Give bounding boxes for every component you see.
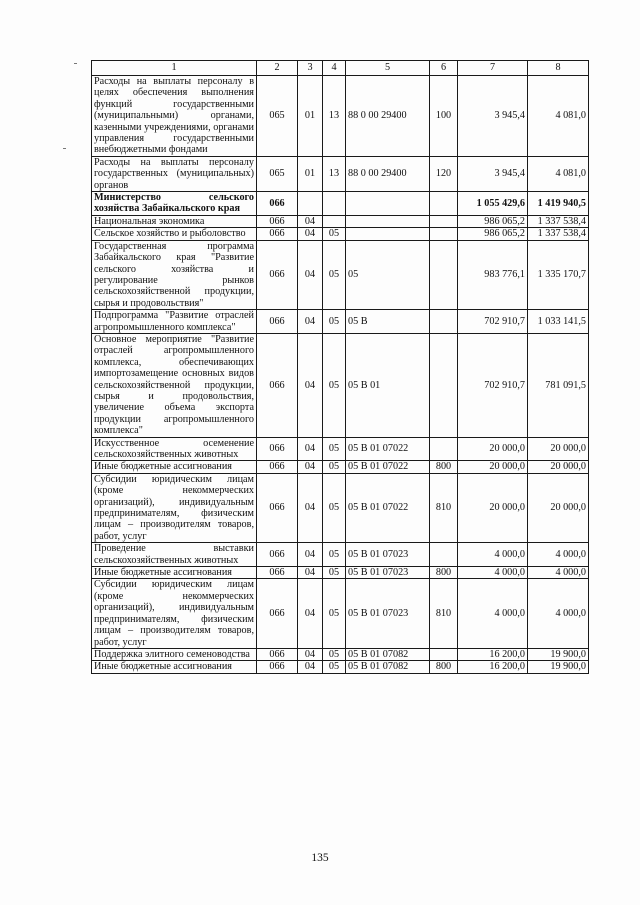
cell-expense-type — [430, 240, 458, 309]
cell-subsection: 13 — [323, 156, 346, 191]
budget-table — [91, 60, 589, 674]
cell-section: 01 — [298, 76, 323, 157]
cell-amount-year1: 986 065,2 — [458, 215, 528, 227]
column-header: 4 — [323, 61, 346, 76]
cell-section: 04 — [298, 661, 323, 673]
cell-gov-code: 066 — [257, 648, 298, 660]
cell-subsection: 05 — [323, 579, 346, 648]
scan-mark — [74, 63, 77, 64]
cell-expense-type: 100 — [430, 76, 458, 157]
cell-gov-code: 066 — [257, 661, 298, 673]
cell-amount-year2: 20 000,0 — [528, 437, 589, 461]
cell-target-code: 05 В 01 07082 — [346, 648, 430, 660]
cell-amount-year1: 20 000,0 — [458, 473, 528, 542]
cell-subsection: 05 — [323, 648, 346, 660]
table-row — [92, 648, 589, 660]
cell-subsection: 05 — [323, 661, 346, 673]
cell-target-code: 88 0 00 29400 — [346, 76, 430, 157]
cell-subsection: 05 — [323, 240, 346, 309]
cell-section: 04 — [298, 648, 323, 660]
cell-amount-year2: 19 900,0 — [528, 648, 589, 660]
cell-amount-year2: 1 337 538,4 — [528, 228, 589, 240]
cell-expense-type: 120 — [430, 156, 458, 191]
cell-target-code: 88 0 00 29400 — [346, 156, 430, 191]
cell-name: Подпрограмма "Развитие отраслей агропромышленного комплекса" — [92, 310, 257, 334]
cell-section: 04 — [298, 310, 323, 334]
cell-target-code: 05 В 01 — [346, 333, 430, 437]
column-header: 2 — [257, 61, 298, 76]
table-row — [92, 661, 589, 673]
cell-expense-type: 800 — [430, 661, 458, 673]
table-row — [92, 567, 589, 579]
cell-expense-type: 810 — [430, 473, 458, 542]
cell-section: 04 — [298, 215, 323, 227]
cell-target-code: 05 — [346, 240, 430, 309]
cell-section: 04 — [298, 333, 323, 437]
cell-subsection: 05 — [323, 333, 346, 437]
cell-amount-year2: 20 000,0 — [528, 461, 589, 473]
cell-section: 04 — [298, 228, 323, 240]
cell-amount-year2: 4 081,0 — [528, 156, 589, 191]
cell-amount-year1: 702 910,7 — [458, 310, 528, 334]
cell-amount-year1: 16 200,0 — [458, 648, 528, 660]
cell-amount-year1: 4 000,0 — [458, 579, 528, 648]
cell-subsection: 05 — [323, 437, 346, 461]
cell-expense-type: 800 — [430, 461, 458, 473]
cell-gov-code: 066 — [257, 240, 298, 309]
column-header: 8 — [528, 61, 589, 76]
cell-gov-code: 066 — [257, 567, 298, 579]
cell-amount-year1: 983 776,1 — [458, 240, 528, 309]
table-row — [92, 156, 589, 191]
table-row — [92, 437, 589, 461]
cell-gov-code: 066 — [257, 437, 298, 461]
table-row — [92, 473, 589, 542]
cell-expense-type: 800 — [430, 567, 458, 579]
cell-gov-code: 066 — [257, 461, 298, 473]
table-row — [92, 461, 589, 473]
cell-name: Субсидии юридическим лицам (кроме некоммерческих организаций), индивидуальным предпринимателям, физическим лицам – производителям товаров, работ, услуг — [92, 579, 257, 648]
cell-section: 04 — [298, 473, 323, 542]
cell-amount-year2: 4 000,0 — [528, 543, 589, 567]
cell-amount-year1: 3 945,4 — [458, 76, 528, 157]
cell-name: Расходы на выплаты персоналу в целях обеспечения выполнения функций государственными (муниципальными) органами, казенными учреждениями, органами управления государственными внебюджетными фондами — [92, 76, 257, 157]
cell-target-code: 05 В 01 07023 — [346, 543, 430, 567]
scan-mark — [63, 148, 66, 149]
cell-section: 04 — [298, 461, 323, 473]
cell-subsection: 13 — [323, 76, 346, 157]
cell-gov-code: 066 — [257, 228, 298, 240]
cell-expense-type — [430, 543, 458, 567]
cell-subsection: 05 — [323, 473, 346, 542]
cell-target-code: 05 В 01 07022 — [346, 437, 430, 461]
cell-amount-year1: 4 000,0 — [458, 567, 528, 579]
cell-expense-type — [430, 437, 458, 461]
table-row — [92, 310, 589, 334]
cell-expense-type — [430, 192, 458, 216]
cell-name: Министерство сельского хозяйства Забайкальского края — [92, 192, 257, 216]
cell-amount-year2: 781 091,5 — [528, 333, 589, 437]
cell-amount-year1: 3 945,4 — [458, 156, 528, 191]
cell-name: Расходы на выплаты персоналу государственных (муниципальных) органов — [92, 156, 257, 191]
table-row — [92, 333, 589, 437]
cell-name: Субсидии юридическим лицам (кроме некоммерческих организаций), индивидуальным предпринимателям, физическим лицам – производителям товаров, работ, услуг — [92, 473, 257, 542]
cell-expense-type — [430, 228, 458, 240]
cell-amount-year2: 1 419 940,5 — [528, 192, 589, 216]
cell-target-code: 05 В 01 07022 — [346, 461, 430, 473]
cell-expense-type — [430, 648, 458, 660]
table-body — [92, 76, 589, 674]
table-row — [92, 215, 589, 227]
cell-subsection: 05 — [323, 310, 346, 334]
cell-subsection: 05 — [323, 228, 346, 240]
cell-expense-type — [430, 215, 458, 227]
cell-amount-year1: 1 055 429,6 — [458, 192, 528, 216]
cell-amount-year1: 16 200,0 — [458, 661, 528, 673]
table-row — [92, 76, 589, 157]
cell-name: Иные бюджетные ассигнования — [92, 567, 257, 579]
cell-amount-year1: 20 000,0 — [458, 437, 528, 461]
cell-section: 04 — [298, 240, 323, 309]
cell-gov-code: 066 — [257, 192, 298, 216]
cell-subsection: 05 — [323, 543, 346, 567]
cell-target-code: 05 В 01 07023 — [346, 567, 430, 579]
cell-name: Сельское хозяйство и рыболовство — [92, 228, 257, 240]
cell-amount-year1: 4 000,0 — [458, 543, 528, 567]
cell-expense-type — [430, 333, 458, 437]
cell-gov-code: 066 — [257, 310, 298, 334]
cell-name: Иные бюджетные ассигнования — [92, 461, 257, 473]
cell-target-code — [346, 192, 430, 216]
cell-subsection: 05 — [323, 567, 346, 579]
cell-subsection — [323, 192, 346, 216]
cell-target-code: 05 В 01 07022 — [346, 473, 430, 542]
cell-section: 04 — [298, 579, 323, 648]
cell-amount-year1: 702 910,7 — [458, 333, 528, 437]
cell-name: Национальная экономика — [92, 215, 257, 227]
cell-amount-year2: 1 337 538,4 — [528, 215, 589, 227]
cell-amount-year2: 19 900,0 — [528, 661, 589, 673]
table-row — [92, 192, 589, 216]
cell-name: Искусственное осеменение сельскохозяйственных животных — [92, 437, 257, 461]
table-row — [92, 240, 589, 309]
cell-gov-code: 066 — [257, 473, 298, 542]
cell-gov-code: 066 — [257, 543, 298, 567]
cell-expense-type: 810 — [430, 579, 458, 648]
table-row — [92, 228, 589, 240]
cell-gov-code: 065 — [257, 156, 298, 191]
column-header: 6 — [430, 61, 458, 76]
table-row — [92, 579, 589, 648]
cell-target-code — [346, 215, 430, 227]
cell-amount-year2: 4 081,0 — [528, 76, 589, 157]
cell-section — [298, 192, 323, 216]
cell-name: Основное мероприятие "Развитие отраслей агропромышленного комплекса, обеспечивающих импортозамещение основных видов сельскохозяйственной продукции, сырья и продовольствия, увеличение объема экспорта продукции агропромышленного комплекса" — [92, 333, 257, 437]
column-header: 3 — [298, 61, 323, 76]
cell-amount-year1: 986 065,2 — [458, 228, 528, 240]
cell-name: Иные бюджетные ассигнования — [92, 661, 257, 673]
cell-amount-year2: 4 000,0 — [528, 579, 589, 648]
cell-section: 04 — [298, 567, 323, 579]
cell-amount-year2: 20 000,0 — [528, 473, 589, 542]
cell-amount-year2: 4 000,0 — [528, 567, 589, 579]
cell-name: Государственная программа Забайкальского края "Развитие сельского хозяйства и регулирование рынков сельскохозяйственной продукции, сырья и продовольствия" — [92, 240, 257, 309]
cell-subsection: 05 — [323, 461, 346, 473]
cell-amount-year1: 20 000,0 — [458, 461, 528, 473]
cell-target-code: 05 В 01 07023 — [346, 579, 430, 648]
cell-target-code — [346, 228, 430, 240]
cell-expense-type — [430, 310, 458, 334]
column-header: 5 — [346, 61, 430, 76]
cell-gov-code: 066 — [257, 579, 298, 648]
cell-name: Поддержка элитного семеноводства — [92, 648, 257, 660]
page-number: 135 — [311, 852, 329, 864]
cell-target-code: 05 В 01 07082 — [346, 661, 430, 673]
column-header: 1 — [92, 61, 257, 76]
cell-section: 01 — [298, 156, 323, 191]
cell-amount-year2: 1 335 170,7 — [528, 240, 589, 309]
cell-subsection — [323, 215, 346, 227]
cell-name: Проведение выставки сельскохозяйственных животных — [92, 543, 257, 567]
cell-gov-code: 066 — [257, 333, 298, 437]
cell-section: 04 — [298, 437, 323, 461]
cell-gov-code: 065 — [257, 76, 298, 157]
cell-section: 04 — [298, 543, 323, 567]
table-header-row — [92, 61, 589, 76]
table-row — [92, 543, 589, 567]
column-header: 7 — [458, 61, 528, 76]
cell-amount-year2: 1 033 141,5 — [528, 310, 589, 334]
cell-target-code: 05 В — [346, 310, 430, 334]
cell-gov-code: 066 — [257, 215, 298, 227]
